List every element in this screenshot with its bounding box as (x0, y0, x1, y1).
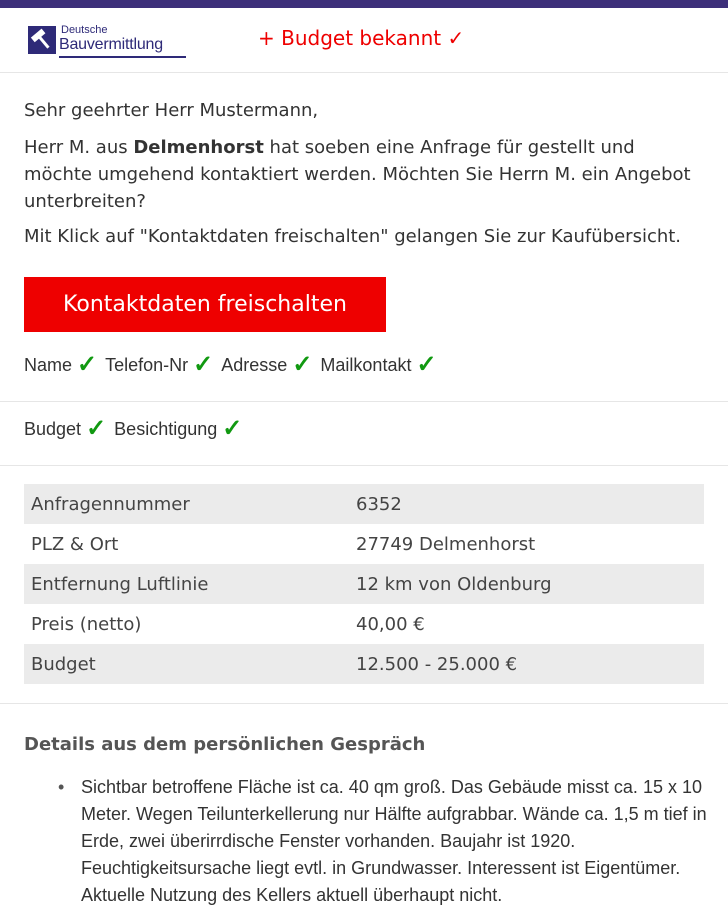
row-label: Anfragennummer (24, 484, 349, 524)
check-icon: ✓ (193, 351, 214, 378)
top-accent-bar (0, 0, 728, 8)
unlock-contact-button[interactable]: Kontaktdaten freischalten (24, 277, 386, 332)
check-item-budget (24, 417, 106, 441)
para-prefix: Herr M. aus (24, 137, 134, 158)
table-row (24, 564, 704, 604)
extra-checks-row (24, 417, 250, 441)
check-icon: ✓ (416, 351, 437, 378)
check-item-address (221, 353, 312, 377)
check-icon: ✓ (77, 351, 98, 378)
check-item-mail (320, 353, 436, 377)
check-label: Adresse (221, 354, 288, 375)
row-label: PLZ & Ort (31, 533, 119, 555)
brand-logo (28, 24, 188, 58)
budget-known-badge: + Budget bekannt ✓ (258, 26, 465, 50)
row-label: Budget (24, 644, 349, 684)
table-row (24, 484, 704, 524)
check-item-phone (105, 353, 213, 377)
details-list (58, 774, 708, 909)
row-value: 6352 (349, 484, 704, 524)
row-value: 40,00 € (356, 613, 425, 635)
check-item-name (24, 353, 97, 377)
request-paragraph (24, 134, 704, 215)
check-label: Mailkontakt (320, 354, 412, 375)
table-row (24, 604, 704, 644)
divider (0, 465, 728, 466)
row-value: 12.500 - 25.000 € (349, 644, 704, 684)
check-icon: ✓ (292, 351, 313, 378)
email-header (0, 8, 728, 73)
table-row (24, 524, 704, 564)
check-icon: ✓ (222, 415, 243, 442)
check-icon: ✓ (86, 415, 107, 442)
instruction-paragraph: Mit Klick auf "Kontaktdaten freischalten" gelangen Sie zur Kaufübersicht. (24, 226, 682, 247)
row-label: Entfernung Luftlinie (24, 564, 349, 604)
request-info-table (24, 484, 704, 684)
row-value: 12 km von Oldenburg (349, 564, 704, 604)
check-label: Name (24, 354, 73, 375)
contact-checks-row (24, 353, 445, 377)
check-label: Telefon-Nr (105, 354, 189, 375)
list-item: • Sichtbar betroffene Fläche ist ca. 40 qm groß. Das Gebäude misst ca. 15 x 10 Meter. Wegen Teilunterkellerung nur Hälfte aufgrabbar. Wände ca. 1,5 m tief in Erde, zwei überirrdische Fenster vorhanden. Baujahr ist 1920. Feuchtigkeitsursache liegt evtl. in Grundwasser. Interessent ist Eigentümer. Aktuelle Nutzung des Kellers aktuell überhaupt nicht. (58, 774, 708, 909)
logo-underline (59, 56, 186, 58)
logo-small-text: Deutsche (61, 24, 108, 36)
details-title: Details aus dem persönlichen Gespräch (24, 734, 426, 755)
city-name: Delmenhorst (133, 137, 264, 158)
greeting: Sehr geehrter Herr Mustermann, (24, 100, 319, 121)
para-suffix: hat soeben eine Anfrage für gestellt und möchte umgehend kontaktiert werden. Möchten Sie Herrn M. ein Angebot unterbreiten? (24, 137, 691, 212)
divider (0, 703, 728, 704)
check-item-viewing (114, 417, 242, 441)
row-value: 27749 Delmenhorst (356, 533, 536, 555)
table-row (24, 644, 704, 684)
check-label: Besichtigung (114, 418, 218, 439)
check-label: Budget (24, 418, 82, 439)
divider (0, 401, 728, 402)
hammer-icon (28, 26, 56, 54)
row-label: Preis (netto) (31, 613, 142, 635)
logo-big-text: Bauvermittlung (59, 36, 163, 53)
